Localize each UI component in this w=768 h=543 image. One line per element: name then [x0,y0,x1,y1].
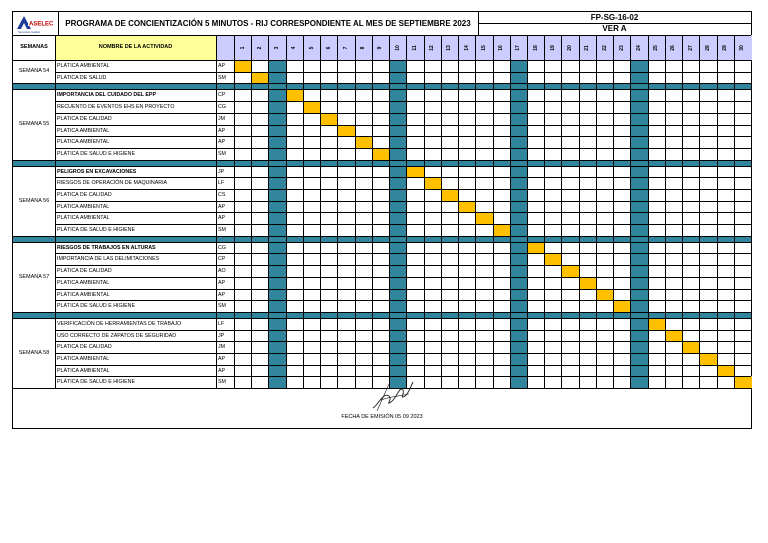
activity-name: VERIFICACIÓN DE HERRAMIENTAS DE TRABAJO [57,321,182,327]
grid-line [458,35,459,388]
week-column-header: SEMANAS [20,44,48,50]
scheduled-day-mark [286,89,304,101]
activity-name: PLÁTICA DE SALUD E HIGIENE [57,151,136,157]
scheduled-day-mark [320,113,338,125]
grid-line [510,35,511,388]
responsible-initials: LF [218,180,225,186]
responsible-initials: SM [218,75,226,81]
resp-header-cell [216,35,234,60]
activity-name: PLATICA DE CALIDAD [57,192,112,198]
activity-name: RIESGOS DE OPERACIÓN DE MAQUINARIA [57,180,168,186]
grid-line [613,35,614,388]
responsible-initials: AP [218,280,226,286]
activity-name: PLATICA DE CALIDAD [57,344,112,350]
activity-name: PLÁTICA DE SALUD E HIGIENE [57,379,136,385]
grid-line [234,35,235,388]
day-number-label: 12 [429,44,435,51]
day-number-label: 14 [464,44,470,51]
week-label: SEMANA 55 [18,121,50,127]
grid-line [441,35,442,388]
responsible-initials: JM [218,116,226,122]
day-number-label: 4 [291,46,297,49]
responsible-initials: AP [218,356,226,362]
day-number-label: 5 [309,46,315,49]
document-code: FP-SG-16-02 [590,13,639,22]
activity-name: PLÁTICA AMBIENTAL [57,292,110,298]
day-number-label: 6 [326,46,332,49]
grid-line [475,35,476,388]
responsible-initials: CG [218,245,226,251]
schedule-sheet [12,11,752,429]
day-number-label: 27 [688,44,694,51]
responsible-initials: CS [218,192,226,198]
responsible-initials: SM [218,151,226,157]
activity-name: RECUENTO DE EVENTOS EHS EN PROYECTO [57,104,175,110]
day-number-label: 9 [377,46,383,49]
scheduled-day-mark [613,300,631,312]
scheduled-day-mark [561,265,579,277]
scheduled-day-mark [355,136,373,148]
grid-line [406,35,407,388]
responsible-initials: AP [218,368,226,374]
grid-line [320,35,321,388]
day-number-label: 24 [636,44,642,51]
activity-name: PLÁTICA DE SALUD E HIGIENE [57,227,136,233]
grid-line [13,236,751,237]
svg-text:ASELEC: ASELEC [29,21,54,28]
grid-line [251,35,252,388]
grid-line [216,35,217,388]
grid-line [268,35,269,388]
grid-line [355,35,356,388]
grid-line [372,35,373,388]
scheduled-day-mark [699,353,717,365]
day-number-label: 10 [395,44,401,51]
activity-name: PLATICA AMBIENTAL [57,128,110,134]
grid-line [337,35,338,388]
grid-line [286,35,287,388]
responsible-initials: CG [218,104,226,110]
day-number-label: 7 [343,46,349,49]
responsible-initials: AP [218,128,226,134]
day-number-label: 21 [584,44,590,51]
activity-name: PLATICA DE CALIDAD [57,116,112,122]
grid-line [682,35,683,388]
grid-line [55,35,56,388]
responsible-initials: AP [218,215,226,221]
responsible-initials: JM [218,344,226,350]
grid-line [665,35,666,388]
week-label: SEMANA 54 [18,68,50,74]
scheduled-day-mark [475,212,493,224]
grid-line [424,35,425,388]
scheduled-day-mark [734,376,752,388]
svg-text:Servicios Galdar: Servicios Galdar [18,30,41,34]
scheduled-day-mark [544,253,562,265]
scheduled-day-mark [682,341,700,353]
grid-line [596,35,597,388]
activity-name: PLATICA DE SALUD [57,75,107,81]
activity-name: PLATICA DE CALIDAD [57,268,112,274]
activity-name: PLÁTICA AMBIENTAL [57,63,110,69]
day-number-label: 13 [446,44,452,51]
responsible-initials: JP [218,333,225,339]
responsible-initials: CP [218,92,226,98]
day-number-label: 30 [739,44,745,51]
day-number-label: 18 [533,44,539,51]
grid-line [699,35,700,388]
grid-line [648,35,649,388]
activity-name: PLÁTICA AMBIENTAL [57,215,110,221]
scheduled-day-mark [648,318,666,330]
grid-line [561,35,562,388]
day-number-label: 19 [550,44,556,51]
scheduled-day-mark [441,189,459,201]
day-number-label: 26 [670,44,676,51]
document-version: VER A [602,24,627,33]
activity-name: IMPORTANCIA DEL CUIDADO DEL EPP [57,92,156,98]
activity-name: RIESGOS DE TRABAJOS EN ALTURAS [57,245,156,251]
grid-line [493,35,494,388]
responsible-initials: AO [218,268,226,274]
activity-column-header: NOMBRE DE LA ACTIVIDAD [98,44,173,50]
responsible-initials: JP [218,169,225,175]
grid-line [579,35,580,388]
grid-line [13,160,751,161]
document-title: PROGRAMA DE CONCIENTIZACIÓN 5 MINUTOS - RIJ CORRESPONDIENTE AL MES DE SEPTIEMBRE 2023 [65,19,471,28]
emission-date: FECHA DE EMISIÓN 05 09 2023 [341,414,423,420]
scheduled-day-mark [303,101,321,113]
scheduled-day-mark [493,224,511,236]
day-number-label: 20 [567,44,573,51]
responsible-initials: AP [218,292,226,298]
scheduled-day-mark [579,277,597,289]
responsible-initials: AP [218,204,226,210]
day-number-label: 22 [602,44,608,51]
grid-line [630,35,631,388]
responsible-initials: AP [218,63,226,69]
activity-name: IMPORTANCIA DE LAS DELIMITACIONES [57,256,160,262]
week-label: SEMANA 56 [18,198,50,204]
scheduled-day-mark [424,177,442,189]
grid-line [58,12,59,35]
responsible-initials: SM [218,227,226,233]
day-number-label: 23 [619,44,625,51]
grid-line [734,35,735,388]
company-logo [15,14,55,34]
activity-name: PLATICA AMBIENTAL [57,204,110,210]
activity-name: PLATICA AMBIENTAL [57,356,110,362]
grid-line [527,35,528,388]
responsible-initials: CP [218,256,226,262]
day-number-label: 29 [722,44,728,51]
day-number-label: 8 [360,46,366,49]
day-number-label: 16 [498,44,504,51]
day-number-label: 25 [653,44,659,51]
day-number-label: 2 [257,46,263,49]
activity-name: PLATICA AMBIENTAL [57,280,110,286]
day-number-label: 11 [412,44,418,51]
grid-line [544,35,545,388]
grid-line [13,312,751,313]
responsible-initials: SM [218,303,226,309]
grid-line [717,35,718,388]
grid-line [389,35,390,388]
activity-name: PLÁTICA AMBIENTAL [57,368,110,374]
grid-line [478,23,751,24]
week-label: SEMANA 57 [18,274,50,280]
activity-name: PLATICA AMBIENTAL [57,139,110,145]
activity-name: USO CORRECTO DE ZAPATOS DE SEGURIDAD [57,333,177,339]
activity-name: PELIGROS EN EXCAVACIONES [57,169,137,175]
responsible-initials: LF [218,321,225,327]
scheduled-day-mark [234,60,252,72]
responsible-initials: AP [218,139,226,145]
activity-name: PLÁTICA DE SALUD E HIGIENE [57,303,136,309]
day-number-label: 1 [240,46,246,49]
week-label: SEMANA 58 [18,350,50,356]
scheduled-day-mark [372,148,390,160]
grid-line [303,35,304,388]
day-number-label: 17 [515,44,521,51]
day-number-label: 28 [705,44,711,51]
day-number-label: 3 [274,46,280,49]
day-number-label: 15 [481,44,487,51]
responsible-initials: SM [218,379,226,385]
